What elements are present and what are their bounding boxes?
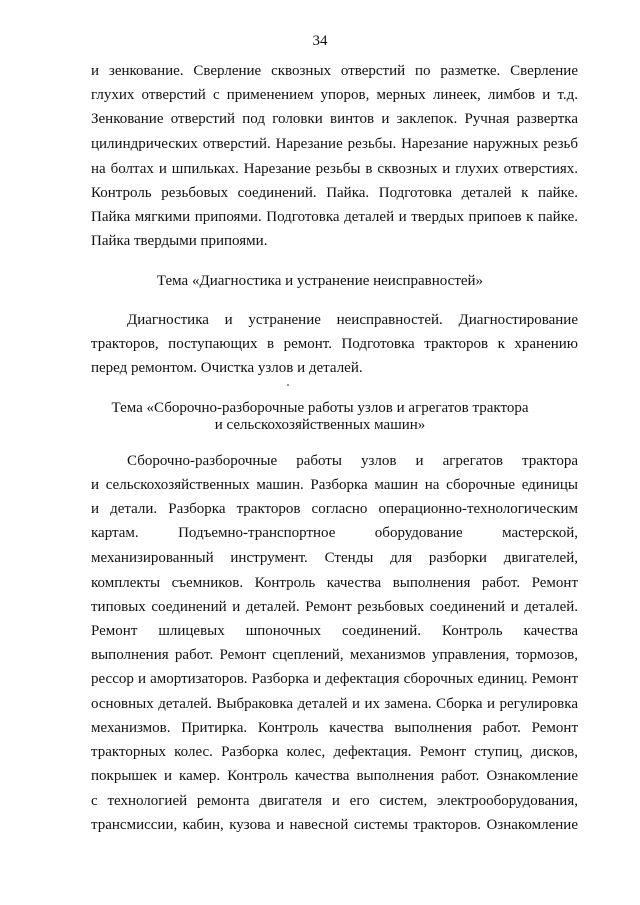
section-heading-assembly: Тема «Сборочно-разборочные работы узлов и агрегатов трактора bbox=[111, 400, 529, 416]
text-line: с технологией ремонта двигателя и его систем, электрооборудования, bbox=[91, 793, 578, 809]
page-number: 34 bbox=[312, 33, 328, 49]
text-line: и зенкование. Сверление сквозных отверстий по разметке. Сверление bbox=[91, 63, 578, 79]
text-line: и сельскохозяйственных машин. Разборка машин на сборочные единицы bbox=[91, 477, 578, 493]
text-line: Диагностика и устранение неисправностей. Диагностирование bbox=[127, 312, 578, 328]
text-line: Сборочно-разборочные работы узлов и агрегатов трактора bbox=[127, 453, 578, 469]
text-line: картам. Подъемно-транспортное оборудование мастерской, bbox=[91, 525, 578, 541]
scan-speck bbox=[287, 384, 289, 386]
text-line: Контроль резьбовых соединений. Пайка. Подготовка деталей к пайке. bbox=[91, 185, 578, 201]
text-line: перед ремонтом. Очистка узлов и деталей. bbox=[91, 360, 363, 376]
text-line: покрышек и камер. Контроль качества выполнения работ. Ознакомление bbox=[91, 768, 578, 784]
text-line: основных деталей. Выбраковка деталей и их замена. Сборка и регулировка bbox=[91, 696, 578, 712]
text-line: Зенкование отверстий под головки винтов и заклепок. Ручная развертка bbox=[91, 111, 578, 127]
text-line: комплекты съемников. Контроль качества выполнения работ. Ремонт bbox=[91, 575, 578, 591]
text-line: глухих отверстий с применением упоров, мерных линеек, лимбов и т.д. bbox=[91, 87, 578, 103]
text-line: типовых соединений и деталей. Ремонт резьбовых соединений и деталей. bbox=[91, 599, 578, 615]
text-line: тракторных колес. Разборка колес, дефектация. Ремонт ступиц, дисков, bbox=[91, 744, 578, 760]
text-line: механизмов. Притирка. Контроль качества выполнения работ. Ремонт bbox=[91, 720, 578, 736]
text-line: Ремонт шлицевых шпоночных соединений. Контроль качества bbox=[91, 623, 578, 639]
text-line: тракторов, поступающих в ремонт. Подготовка тракторов к хранению bbox=[91, 336, 578, 352]
text-line: выполнения работ. Ремонт сцеплений, механизмов управления, тормозов, bbox=[91, 647, 578, 663]
text-line: и детали. Разборка тракторов согласно операционно-технологическим bbox=[91, 501, 578, 517]
text-line: трансмиссии, кабин, кузова и навесной системы тракторов. Ознакомление bbox=[91, 817, 578, 833]
text-line: на болтах и шпильках. Нарезание резьбы в сквозных и глухих отверстиях. bbox=[91, 161, 578, 177]
section-heading-assembly-cont: и сельскохозяйственных машин» bbox=[214, 417, 426, 433]
text-line: Пайка мягкими припоями. Подготовка деталей и твердых припоев к пайке. bbox=[91, 209, 578, 225]
text-line: цилиндрических отверстий. Нарезание резьбы. Нарезание наружных резьб bbox=[91, 136, 578, 152]
text-line: рессор и амортизаторов. Разборка и дефектация сборочных единиц. Ремонт bbox=[91, 671, 578, 687]
section-heading-diagnostics: Тема «Диагностика и устранение неисправностей» bbox=[156, 273, 484, 289]
text-line: Пайка твердыми припоями. bbox=[91, 233, 268, 249]
text-line: механизированный инструмент. Стенды для разборки двигателей, bbox=[91, 550, 578, 566]
